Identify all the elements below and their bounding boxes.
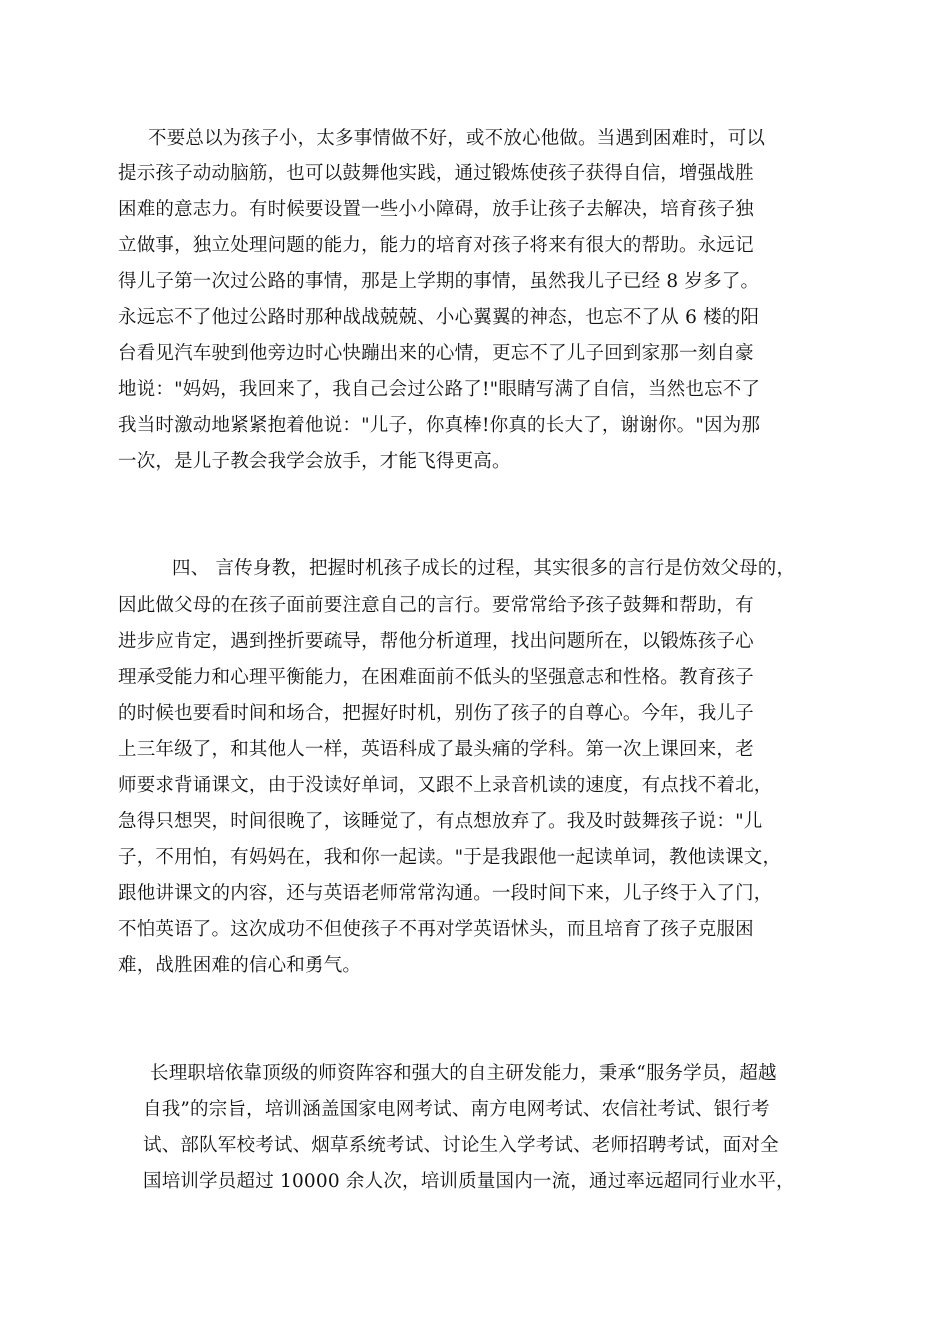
text-line: 提示孩子动动脑筋，也可以鼓舞他实践，通过锻炼使孩子获得自信，增强战胜	[118, 163, 754, 184]
text-line: 上三年级了，和其他人一样，英语科成了最头痛的学科。第一次上课回来，老	[118, 739, 754, 760]
text-line: 困难的意志力。有时候要设置一些小小障碍，放手让孩子去解决，培育孩子独	[118, 199, 754, 220]
text-line: 因此做父母的在孩子面前要注意自己的言行。要常常给予孩子鼓舞和帮助，有	[118, 595, 754, 616]
text-line: 自我”的宗旨，培训涵盖国家电网考试、南方电网考试、农信社考试、银行考	[143, 1099, 770, 1120]
text-line: 试、部队军校考试、烟草系统考试、讨论生入学考试、老师招聘考试，面对全	[143, 1135, 779, 1156]
text-line: 一次，是儿子教会我学会放手，才能飞得更高。	[118, 451, 511, 472]
text-line: 不怕英语了。这次成功不但使孩子不再对学英语怵头，而且培育了孩子克服困	[118, 919, 754, 940]
text-line: 的时候也要看时间和场合，把握好时机，别伤了孩子的自尊心。今年，我儿子	[118, 703, 754, 724]
text-line: 理承受能力和心理平衡能力，在困难面前不低头的坚强意志和性格。教育孩子	[118, 667, 754, 688]
text-line: 长理职培依靠顶级的师资阵容和强大的自主研发能力，秉承“服务学员，超越	[150, 1063, 777, 1084]
text-line: 我当时激动地紧紧抱着他说："儿子，你真棒!你真的长大了，谢谢你。"因为那	[118, 415, 761, 436]
text-line: 难，战胜困难的信心和勇气。	[118, 955, 362, 976]
text-line: 急得只想哭，时间很晚了，该睡觉了，有点想放弃了。我及时鼓舞孩子说："儿	[118, 811, 763, 832]
text-line: 立做事，独立处理问题的能力，能力的培育对孩子将来有很大的帮助。永远记	[118, 235, 754, 256]
text-line: 地说："妈妈，我回来了，我自己会过公路了!"眼睛写满了自信，当然也忘不了	[118, 379, 761, 400]
text-line: 国培训学员超过 10000 余人次，培训质量国内一流，通过率远超同行业水平，	[143, 1171, 795, 1192]
text-line: 四、 言传身教，把握时机孩子成长的过程，其实很多的言行是仿效父母的，	[172, 558, 796, 579]
text-line: 不要总以为孩子小，太多事情做不好，或不放心他做。当遇到困难时，可以	[148, 128, 766, 149]
text-line: 跟他讲课文的内容，还与英语老师常常沟通。一段时间下来，儿子终于入了门，	[118, 883, 773, 904]
text-line: 台看见汽车驶到他旁边时心快蹦出来的心情，更忘不了儿子回到家那一刻自豪	[118, 343, 754, 364]
text-line: 子，不用怕，有妈妈在，我和你一起读。"于是我跟他一起读单词，教他读课文，	[118, 847, 782, 868]
text-line: 得儿子第一次过公路的事情，那是上学期的事情，虽然我儿子已经 8 岁多了。	[118, 271, 760, 292]
text-line: 进步应肯定，遇到挫折要疏导，帮他分析道理，找出问题所在，以锻炼孩子心	[118, 631, 754, 652]
text-line: 师要求背诵课文，由于没读好单词，又跟不上录音机读的速度，有点找不着北，	[118, 775, 773, 796]
text-line: 永远忘不了他过公路时那种战战兢兢、小心翼翼的神态，也忘不了从 6 楼的阳	[118, 307, 760, 328]
